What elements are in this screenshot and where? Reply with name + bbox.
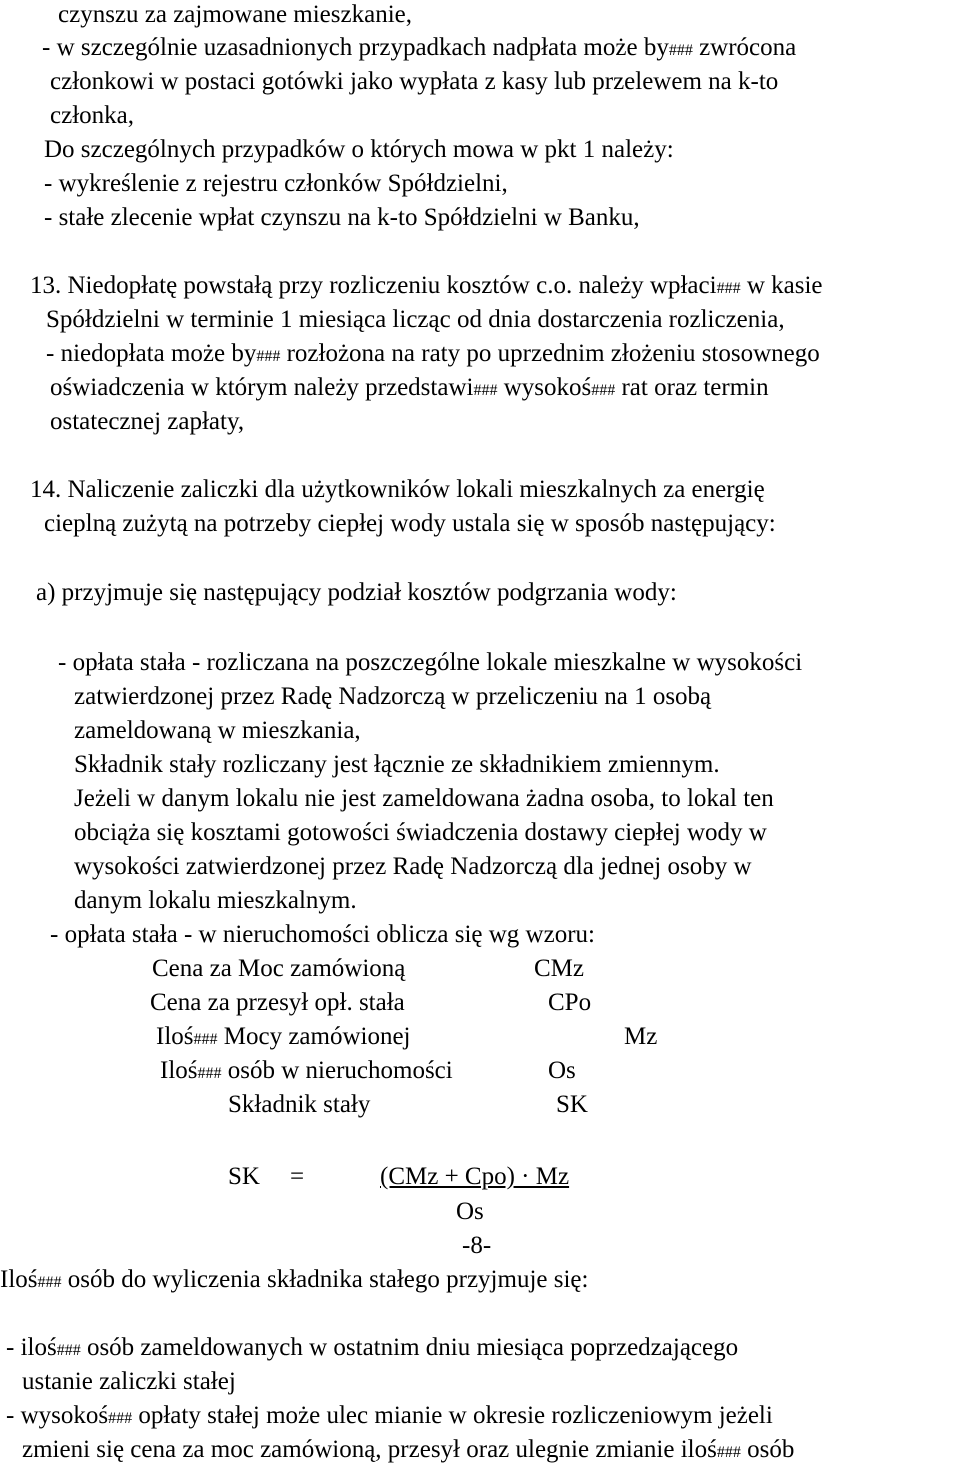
text-line: 14. Naliczenie zaliczki dla użytkowników lokali mieszkalnych za energię bbox=[30, 476, 765, 503]
formula-numerator: (CMz + Cpo) · Mz bbox=[380, 1163, 570, 1190]
text-line: ostatecznej zapłaty, bbox=[50, 408, 245, 435]
text-line: wysokości zatwierdzonej przez Radę Nadzorczą dla jednej osoby w bbox=[74, 853, 752, 880]
text-line: członkowi w postaci gotówki jako wypłata z kasy lub przelewem na k-to bbox=[50, 68, 779, 95]
text-line: Do szczególnych przypadków o których mowa w pkt 1 należy: bbox=[44, 136, 674, 163]
text-line: - opłata stała - rozliczana na poszczególne lokale mieszkalne w wysokości bbox=[58, 649, 803, 676]
table-row-label: Składnik stały bbox=[228, 1091, 371, 1118]
missing-glyph: ### bbox=[668, 42, 693, 59]
table-row-symbol: CPo bbox=[548, 989, 592, 1016]
text-line: oświadczenia w którym należy przedstawi### wysokoś### rat oraz termin bbox=[50, 374, 769, 401]
text-line: Iloś### osób do wyliczenia składnika stałego przyjmuje się: bbox=[0, 1266, 589, 1293]
text-line: - w szczególnie uzasadnionych przypadkach nadpłata może by### zwrócona bbox=[42, 34, 797, 61]
table-row-symbol: SK bbox=[556, 1091, 588, 1118]
table-row-label: Iloś### Mocy zamówionej bbox=[156, 1023, 411, 1050]
text-line: - niedopłata może by### rozłożona na raty po uprzednim złożeniu stosownego bbox=[46, 340, 820, 367]
missing-glyph: ### bbox=[56, 1342, 81, 1359]
missing-glyph: ### bbox=[256, 348, 281, 365]
text-line: członka, bbox=[50, 102, 134, 129]
text-line: Jeżeli w danym lokalu nie jest zameldowana żadna osoba, to lokal ten bbox=[74, 785, 774, 812]
page-number: -8- bbox=[462, 1232, 492, 1259]
text-line: cieplną zużytą na potrzeby ciepłej wody ustala się w sposób następujący: bbox=[44, 510, 776, 537]
missing-glyph: ### bbox=[591, 382, 616, 399]
missing-glyph: ### bbox=[108, 1410, 133, 1427]
missing-glyph: ### bbox=[716, 1444, 741, 1461]
text-line: a) przyjmuje się następujący podział kosztów podgrzania wody: bbox=[36, 579, 677, 606]
text-line: - wykreślenie z rejestru członków Spółdzielni, bbox=[44, 170, 508, 197]
table-row-symbol: CMz bbox=[534, 955, 584, 982]
text-line: Spółdzielni w terminie 1 miesiąca licząc od dnia dostarczenia rozliczenia, bbox=[46, 306, 785, 333]
text-line: danym lokalu mieszkalnym. bbox=[74, 887, 357, 914]
text-line: - opłata stała - w nieruchomości oblicza się wg wzoru: bbox=[50, 921, 595, 948]
table-row-label: Iloś### osób w nieruchomości bbox=[160, 1057, 453, 1084]
missing-glyph: ### bbox=[193, 1031, 218, 1048]
text-line: - wysokoś### opłaty stałej może ulec mianie w okresie rozliczeniowym jeżeli bbox=[6, 1402, 773, 1429]
missing-glyph: ### bbox=[716, 280, 741, 297]
text-line: obciąża się kosztami gotowości świadczenia dostawy ciepłej wody w bbox=[74, 819, 767, 846]
text-line: Składnik stały rozliczany jest łącznie ze składnikiem zmiennym. bbox=[74, 751, 720, 778]
formula-equals: = bbox=[290, 1163, 305, 1190]
missing-glyph: ### bbox=[37, 1274, 62, 1291]
table-row-symbol: Os bbox=[548, 1057, 576, 1084]
missing-glyph: ### bbox=[197, 1065, 222, 1082]
table-row-label: Cena za Moc zamówioną bbox=[152, 955, 406, 982]
text-line: 13. Niedopłatę powstałą przy rozliczeniu kosztów c.o. należy wpłaci### w kasie bbox=[30, 272, 823, 299]
formula-denominator: Os bbox=[456, 1198, 484, 1225]
missing-glyph: ### bbox=[473, 382, 498, 399]
text-line: - iloś### osób zameldowanych w ostatnim dniu miesiąca poprzedzającego bbox=[6, 1334, 739, 1361]
text-line: czynszu za zajmowane mieszkanie, bbox=[58, 1, 412, 28]
table-row-symbol: Mz bbox=[624, 1023, 658, 1050]
formula-lhs: SK bbox=[228, 1163, 260, 1190]
text-line: zatwierdzonej przez Radę Nadzorczą w przeliczeniu na 1 osobą bbox=[74, 683, 712, 710]
text-line: ustanie zaliczki stałej bbox=[22, 1368, 236, 1395]
text-line: zmieni się cena za moc zamówioną, przesył oraz ulegnie zmianie iloś### osób bbox=[22, 1436, 795, 1463]
table-row-label: Cena za przesył opł. stała bbox=[150, 989, 405, 1016]
text-line: - stałe zlecenie wpłat czynszu na k-to Spółdzielni w Banku, bbox=[44, 204, 640, 231]
text-line: zameldowaną w mieszkania, bbox=[74, 717, 361, 744]
